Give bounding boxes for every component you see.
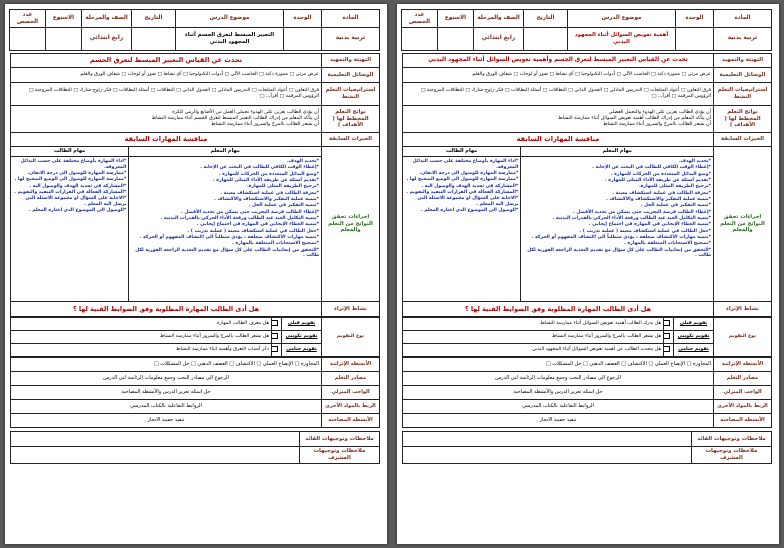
outcome-item: أن يشعر الطالب بالمرح والسرور أثناء ممارسة النشاط: [603, 121, 711, 127]
student-task: *المشاركة الفعالة في القرارات التنفيذ والتقويم .: [406, 190, 519, 196]
teacher-task: *إعطاء الوقت الكافي للطالب في البحث عن الإجابة .: [200, 165, 319, 171]
footer-value: الروابط التفاعلية بالكتاب المدرسي: [403, 400, 714, 414]
checkbox-icon: [272, 320, 279, 326]
eval-text-formative: هل يشعر الطالب بالمرح والسرور أثناء ممارسة النشاط: [403, 331, 664, 344]
label-strategies: استراتيجيات التعلم النشط: [322, 83, 380, 106]
eval-tag-pre: تقويم قبلي: [282, 318, 322, 331]
header-periods-value: [402, 28, 438, 51]
notes-supervisor-field[interactable]: [403, 447, 692, 464]
teacher-task: *وضع البدائل المتعددة من الحركات للمهارة .: [218, 171, 319, 177]
procedures-cell: [403, 147, 714, 302]
student-tasks-title: مهام الطالب: [11, 147, 129, 157]
teacher-task: *تحديد الهدف.: [286, 159, 319, 164]
outcome-item: أن يتأكد المعلم من إدراك الطالب أهمية تعويض السوائل أثناء ممارسة النشاط: [558, 116, 711, 121]
notes-supervisor-field[interactable]: [11, 447, 300, 464]
teacher-task: *إعطاء الوقت الكافي للطالب في البحث عن الإجابة .: [592, 165, 711, 171]
checkbox-icon: [272, 333, 279, 339]
teacher-tasks-list: [521, 157, 713, 302]
evaluation-table: [10, 317, 380, 357]
header-week-value: [46, 28, 82, 51]
header-col-periods: عدد الحصص: [402, 10, 438, 28]
eval-tag-final: تقويم ختامي: [674, 344, 714, 357]
header-periods-value: [10, 28, 46, 51]
student-task: *الوصول الى الموضوع الذي اختاره المعلم .: [28, 208, 127, 214]
header-unit-value: [284, 28, 322, 51]
footer-label: مصادر التعلم: [322, 372, 380, 386]
outcome-item: أن يؤدي الطالب بعرين على الهدوء والتحمل العضلي: [608, 110, 711, 116]
notes-table: [402, 431, 772, 464]
teacher-task: *ترجيح الطريقة المثلى للمهارة.: [638, 184, 711, 190]
eval-check-final[interactable]: [664, 344, 674, 357]
header-date-value: [524, 28, 568, 51]
header-col-unit: الوحدة: [676, 10, 714, 28]
eval-check-formative[interactable]: [272, 331, 282, 344]
student-task: *ممارسة المهارة للوصول الى الوضع الصحيح لها .: [406, 177, 519, 183]
eval-text-pre: هل يدرك الطالب أهمية تعويض السوائل أثناء ممارسة النشاط: [403, 318, 664, 331]
footer-value: تنفيذ حقيبة الانجاز: [403, 414, 714, 428]
footer-label: الأنشطة المصاحبة: [714, 414, 772, 428]
evaluation-question: هل أدى الطالب المهارة المطلوبة وفق الضوابط الفنية لها ؟: [11, 302, 322, 317]
student-tasks-list: [403, 157, 521, 302]
teacher-task: *جعل الطالب في عملية استكشاف معينة ( عملية تدريب ) .: [187, 228, 319, 234]
eval-text-final: ذكر أسباب التعرق وأهمية اثناء ممارسة النشاط: [11, 344, 272, 357]
header-col-grade: الصف والمرحلة: [82, 10, 132, 28]
header-subject-value: تربية بدنية: [714, 28, 772, 51]
teacher-tasks-title: مهام المعلم: [521, 147, 713, 157]
student-tasks-list: [11, 157, 129, 302]
teacher-task: *تنمية عملية التفكير والاستكشاف والاكتشاف .: [214, 196, 319, 202]
footer-label: الأنشطة الإثرائية: [322, 358, 380, 372]
label-aids: الوسائل التعليمية: [322, 68, 380, 83]
teacher-task: *تنمية التكامل العبد عند الطالب ورفعة الأداء الحركي بالقدرات البدنية .: [160, 215, 319, 221]
checkbox-icon: [664, 333, 671, 339]
header-unit-value: [676, 28, 714, 51]
teacher-task: *وضع البدائل المتعددة من الحركات للمهارة .: [610, 171, 711, 177]
footer-label: الواجب المنزلي: [322, 386, 380, 400]
header-col-week: الاسبوع: [46, 10, 82, 28]
header-date-value: [132, 28, 176, 51]
outcomes-list: [403, 106, 714, 133]
footer-label: الواجب المنزلي: [714, 386, 772, 400]
lesson-plan-page-left: [5, 4, 387, 544]
header-table: [401, 9, 772, 51]
lesson-plan-page-right: [397, 4, 779, 544]
label-outcomes: نواتج التعلم المخطط لها ( الأهداف ): [322, 106, 380, 133]
footer-label: الربط بالمواد الأخرى: [714, 400, 772, 414]
teacher-task: *تحديد الهدف.: [678, 159, 711, 164]
notes-leader-field[interactable]: [11, 432, 300, 447]
eval-tag-final: تقويم ختامي: [282, 344, 322, 357]
procedures-cell: [11, 147, 322, 302]
label-intro: التهيئة والتمهيد: [322, 54, 380, 68]
notes-leader-field[interactable]: [403, 432, 692, 447]
eval-check-pre[interactable]: [664, 318, 674, 331]
teacher-task: *تقديم أسئلة عن طريقة الأداء المثلى للمهارة .: [604, 177, 711, 183]
body-table: [402, 53, 772, 317]
aids-options: عرض مرئي □ سبورة ذكية □ الحاسب الآلي □ أدوات التكنولوجيا □ أي نشاط □ صور أو لوحات □ شفاف الورق والقلم: [403, 68, 714, 83]
header-col-subject: المادة: [322, 10, 380, 28]
aids-options: عرض مرئي □ سبورة ذكية □ الحاسب الآلي □ أدوات التكنولوجيا □ أي نشاط □ صور أو لوحات □ شفاف الورق والقلم: [11, 68, 322, 83]
teacher-task: *تنمية التكامل العبد عند الطالب ورفعة الأداء الحركي بالقدرات البدنية .: [552, 215, 711, 221]
header-col-periods: عدد الحصص: [10, 10, 46, 28]
teacher-task: *معرفة الطالب في عملية استكشاف معينة .: [612, 190, 711, 196]
header-col-grade: الصف والمرحلة: [474, 10, 524, 28]
teacher-task: *تنمية مهارات الاكتشاف متعلقة ، يؤدي متطلباً الى اكتشاف المفهوم أو الحركة .: [531, 234, 711, 240]
footer-value: الرجوع الى مصادر البحث وجمع معلومات الرئاسة لتى الدرس: [403, 372, 714, 386]
lesson-plan-sheet: [10, 9, 380, 464]
header-col-date: التاريخ: [132, 10, 176, 28]
procedures-table: [403, 147, 713, 301]
footer-label: الربط بالمواد الأخرى: [322, 400, 380, 414]
label-prior: الخبرات السابقة: [714, 133, 772, 147]
notes-table: [10, 431, 380, 464]
header-col-subject: المادة: [714, 10, 772, 28]
label-outcomes: نواتج التعلم المخطط لها ( الأهداف ): [714, 106, 772, 133]
teacher-task: *ترجيح الطريقة المثلى للمهارة.: [246, 184, 319, 190]
label-enrichment: نشاط الإثراء: [322, 302, 380, 317]
eval-tag-pre: تقويم قبلي: [674, 318, 714, 331]
prior-banner: مناقشة المهارات السابقة: [11, 133, 322, 147]
evaluation-table: [402, 317, 772, 357]
teacher-task: *تنمية العطاء الإيجابي في المهارة في اجتماع إيجابي .: [196, 222, 319, 228]
strategies-options: فرق التعاون □ أعواد المثلجات □ التدريس التبادلي □ الجدول الذاتي □ البطاقات □ أسئلة البطاقات □ فكر-زاوج-شارك □ البطاقات المروحية □ الرؤوس المرقمة □ أقرأ... □: [11, 83, 322, 106]
teacher-tasks-list: [129, 157, 321, 302]
prior-banner: مناقشة المهارات السابقة: [403, 133, 714, 147]
outcome-item: أن يشعر الطالب بالمرح والسرور أثناء ممارسة النشاط: [211, 121, 319, 127]
header-subject-value: تربية بدنية: [322, 28, 380, 51]
label-procedures: اجراءات تحقق النواتج من التعلم والمعلم: [714, 147, 772, 302]
outcome-item: أن يؤدي الطالب بعرين على الهدوء تحملي العمل من الأصابع والرمي للكرة: [172, 110, 319, 116]
label-strategies: استراتيجيات التعلم النشط: [714, 83, 772, 106]
header-col-week: الاسبوع: [438, 10, 474, 28]
teacher-task: *تصحيح الاستجابات المتعلقة بالمهارة .: [232, 241, 319, 247]
body-table: [10, 53, 380, 317]
eval-tag-formative: تقويم تكويني: [674, 331, 714, 344]
teacher-tasks-title: مهام المعلم: [129, 147, 321, 157]
student-task: *المشاركة في تحديد الهدف والوصول اليه .: [29, 183, 127, 189]
eval-check-final[interactable]: [272, 344, 282, 357]
student-task: *اداء المهارة بأوضاع مختلفة على حسب البدائل المعروفة.: [412, 159, 519, 170]
footer-value: الروابط التفاعلية بالكتاب المدرسي: [11, 400, 322, 414]
student-task: *الاجابة على السؤال او مجموعة الاسئلة التي يرسل اليه المعلم .: [417, 196, 519, 208]
header-col-topic: موضوع الدرس: [176, 10, 284, 28]
teacher-task: *معرفة الطالب في عملية استكشاف معينة .: [220, 190, 319, 196]
teacher-task: *تصحيح الاستجابات المتعلقة بالمهارة .: [624, 241, 711, 247]
label-eval-type: نوع التقويم: [714, 318, 772, 357]
teacher-task: *إعطاء الطالب فرصة التجريب حتى يتمكن من تحديد الأفضل .: [181, 209, 319, 215]
intro-banner: تحدث عن القياس التعبير المبسط لتعرق الجسم: [11, 54, 322, 68]
teacher-task: *تنمية العطاء الإيجابي في المهارة في اجتماع إيجابي .: [588, 222, 711, 228]
label-prior: الخبرات السابقة: [322, 133, 380, 147]
teacher-task: *جعل الطالب في عملية استكشاف معينة ( عملية تدريب ) .: [579, 228, 711, 234]
header-col-unit: الوحدة: [284, 10, 322, 28]
header-col-topic: موضوع الدرس: [568, 10, 676, 28]
student-task: *المشاركة في تحديد الهدف والوصول اليه .: [421, 183, 519, 189]
header-grade-value: رابع ابتدائي: [82, 28, 132, 51]
student-task: *المشاركة الفعالة في القرارات التنفيذ والتقويم .: [14, 190, 127, 196]
notes-leader-label: ملاحظات وتوجيهات القائد: [692, 432, 772, 447]
footer-table: [10, 357, 380, 428]
notes-supervisor-label: ملاحظات وتوجيهات المشرف: [300, 447, 380, 464]
label-intro: التهيئة والتمهيد: [714, 54, 772, 68]
teacher-task: *إعطاء الطالب فرصة التجريب حتى يتمكن من تحديد الأفضل .: [573, 209, 711, 215]
strategies-options: فرق التعاون □ أعواد المثلجات □ التدريس التبادلي □ الجدول الذاتي □ البطاقات □ أسئلة البطاقات □ فكر-زاوج-شارك □ البطاقات المروحية □ الرؤوس المرقمة □ أقرأ... □: [403, 83, 714, 106]
intro-banner: تحدث عن القياس التعبير المبسط لتعرق الجسم وأهمية تعويض السوائل أثناء المجهود البدني: [403, 54, 714, 68]
eval-check-pre[interactable]: [272, 318, 282, 331]
teacher-task: *تنمية عملية التفكير والاستكشاف والاكتشاف .: [606, 196, 711, 202]
teacher-task: *تنمية التفكير في عملية الحل .: [640, 203, 711, 209]
footer-value: المحاورة □ الإيضاح العملي □ الاكتشاف □ العصف الذهني □ حل المشكلات □: [11, 358, 322, 372]
outcome-item: أن يتأكد المعلم من إدراك الطالب التعبير المبسط لتعرق الجسم أثناء ممارسة النشاط: [151, 116, 319, 121]
label-enrichment: نشاط الإثراء: [714, 302, 772, 317]
header-week-value: [438, 28, 474, 51]
student-task: *الاجابة على السؤال او مجموعة الاسئلة التي يرسل اليه المعلم .: [25, 196, 127, 208]
label-procedures: اجراءات تحقق النواتج من التعلم والمعلم: [322, 147, 380, 302]
notes-leader-label: ملاحظات وتوجيهات القائد: [300, 432, 380, 447]
header-topic-value: التعبير المبسط لتعرق الجسم أثناء المجهود البدني: [176, 28, 284, 51]
checkbox-icon: [664, 346, 671, 352]
procedures-table: [11, 147, 321, 301]
header-topic-value: أهمية تعويض السوائل أثناء المجهود البدني: [568, 28, 676, 51]
footer-value: حل اسئلة تعزيز الدرس والأنشطة المصاحبة: [403, 386, 714, 400]
footer-value: حل اسئلة تعزيز الدرس والأنشطة المصاحبة: [11, 386, 322, 400]
eval-check-formative[interactable]: [664, 331, 674, 344]
evaluation-question: هل أدى الطالب المهارة المطلوبة وفق الضوابط الفنية لها ؟: [403, 302, 714, 317]
eval-text-final: هل يتحدث الطالب عن أهمية تعويض السوائل أثناء المجهود البدني: [403, 344, 664, 357]
footer-label: مصادر التعلم: [714, 372, 772, 386]
eval-text-formative: هل يشعر الطالب بالمرح والسرور أثناء ممارسة النشاط: [11, 331, 272, 344]
teacher-task: *تنمية التفكير في عملية الحل .: [248, 203, 319, 209]
header-col-date: التاريخ: [524, 10, 568, 28]
student-task: *ممارسة المهارة للوصول الى الوضع الصحيح لها .: [14, 177, 127, 183]
student-task: *اداء المهارة بأوضاع مختلفة على حسب البدائل المعروفة.: [20, 159, 127, 170]
teacher-task: *التحقق من إيجابيات الطالب على كل سؤال مع تقديم التغذية الراجعة الفورية لكل طالب .: [135, 247, 319, 259]
student-task: *الوصول الى الموضوع الذي اختاره المعلم .: [420, 208, 519, 214]
footer-label: الأنشطة المصاحبة: [322, 414, 380, 428]
footer-value: الرجوع الى مصادر البحث وجمع معلومات الرئاسة لتى الدرس: [11, 372, 322, 386]
notes-supervisor-label: ملاحظات وتوجيهات المشرف: [692, 447, 772, 464]
teacher-task: *تنمية مهارات الاكتشاف متعلقة ، يؤدي متطلباً الى اكتشاف المفهوم أو الحركة .: [139, 234, 319, 240]
footer-label: الأنشطة الإثرائية: [714, 358, 772, 372]
eval-tag-formative: تقويم تكويني: [282, 331, 322, 344]
header-table: [9, 9, 380, 51]
footer-value: المحاورة □ الإيضاح العملي □ الاكتشاف □ العصف الذهني □ حل المشكلات □: [403, 358, 714, 372]
teacher-task: *التحقق من إيجابيات الطالب على كل سؤال مع تقديم التغذية الراجعة الفورية لكل طالب .: [527, 247, 711, 259]
label-eval-type: نوع التقويم: [322, 318, 380, 357]
label-aids: الوسائل التعليمية: [714, 68, 772, 83]
teacher-task: *تقديم أسئلة عن طريقة الأداء المثلى للمهارة .: [212, 177, 319, 183]
footer-table: [402, 357, 772, 428]
student-task: *ممارسة المهارة للوصول الى درجة الاتقان.: [27, 171, 127, 177]
footer-value: تنفيذ حقيبة الانجاز: [11, 414, 322, 428]
checkbox-icon: [664, 320, 671, 326]
outcomes-list: [11, 106, 322, 133]
student-tasks-title: مهام الطالب: [403, 147, 521, 157]
student-task: *ممارسة المهارة للوصول الى درجة الاتقان.: [419, 171, 519, 177]
eval-text-pre: هل يتعرف الطالب المهارة: [11, 318, 272, 331]
checkbox-icon: [272, 346, 279, 352]
lesson-plan-sheet: [402, 9, 772, 464]
header-grade-value: رابع ابتدائي: [474, 28, 524, 51]
